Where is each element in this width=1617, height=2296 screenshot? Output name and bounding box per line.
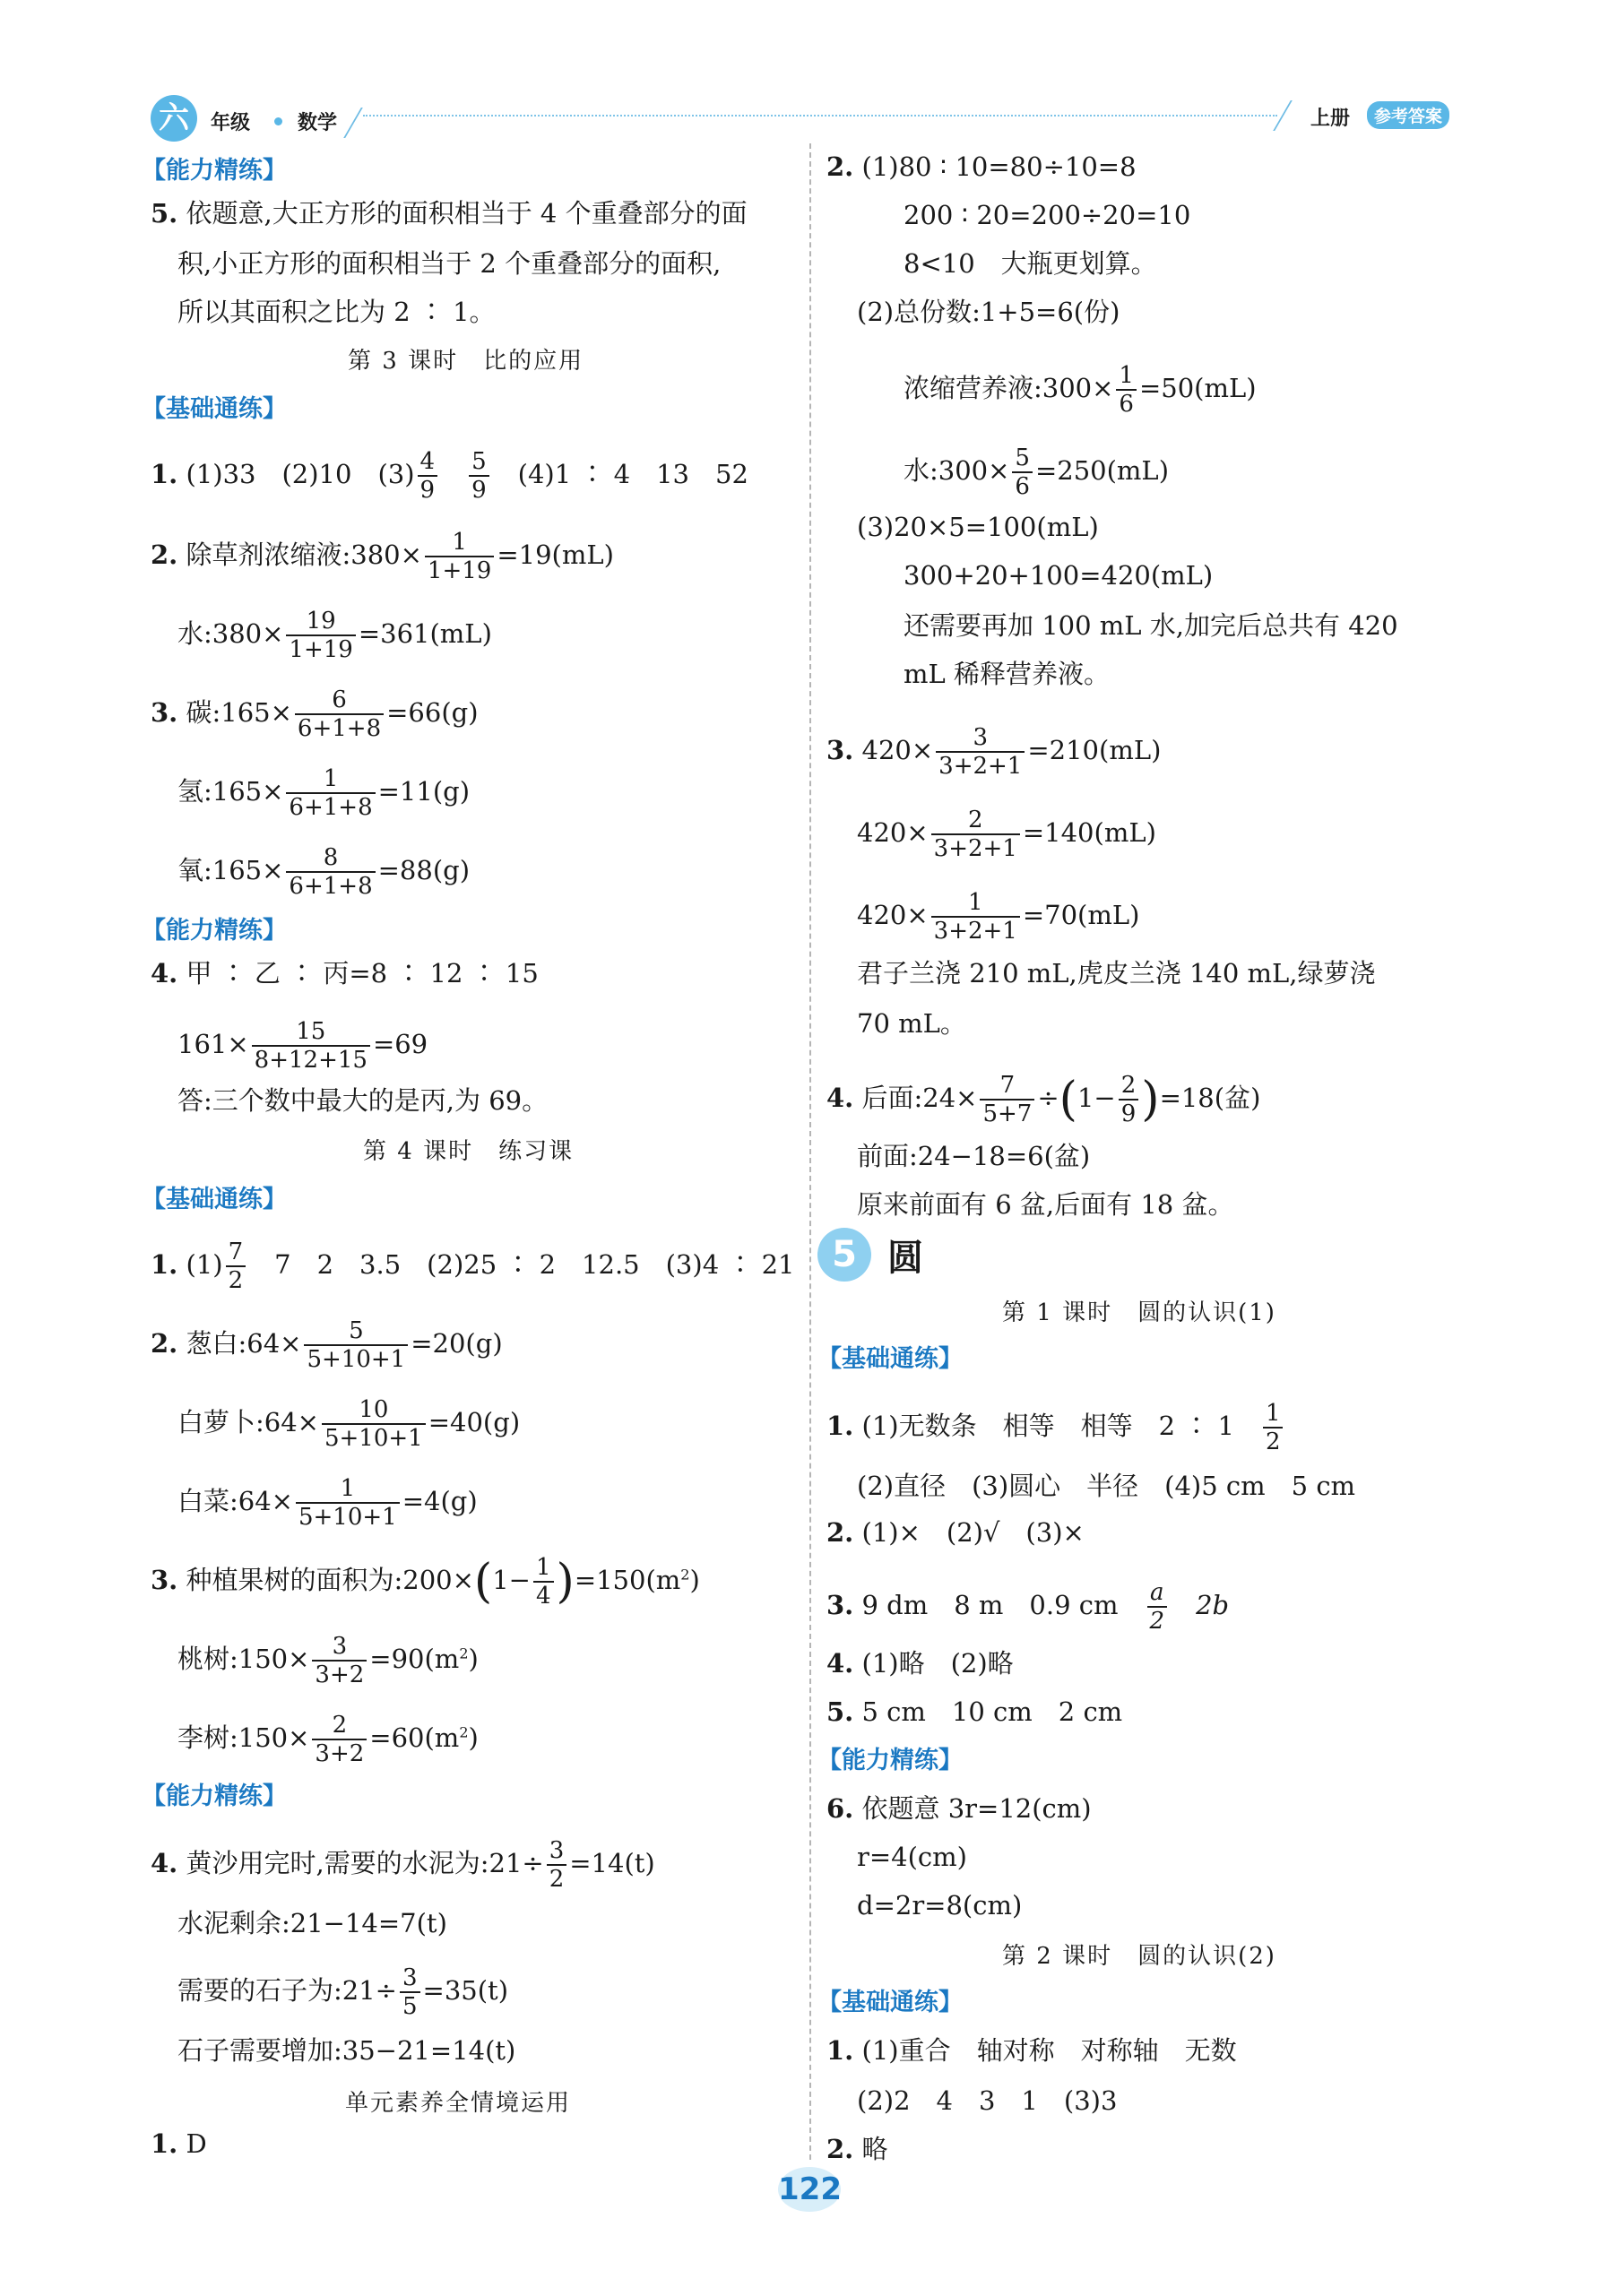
answer-line: 氢:165× $\frac{1}{6+1+8}$ =11(g)	[177, 765, 471, 821]
section-heading: 【基础通练】	[142, 1186, 287, 1213]
lesson-title: 第 4 课时 练习课	[363, 1138, 575, 1165]
answer-line: 白萝卜:64× $\frac{10}{5+10+1}$ =40(g)	[177, 1396, 521, 1452]
answer-line: 4. (1)略 (2)略	[826, 1648, 1014, 1679]
answer-line: 2. 葱白:64× $\frac{5}{5+10+1}$ =20(g)	[151, 1317, 503, 1373]
header-rule	[363, 115, 1277, 117]
answer-line: 1. (1) $\frac{7}{2}$ 7 2 3.5 (2)25 ∶ 2 12.5 (3)4 ∶ 21	[151, 1239, 795, 1294]
answer-line: 4. 后面:24× $\frac{7}{5+7}$ ÷(1− $\frac{2}{9}$ )=18(盆)	[826, 1072, 1261, 1127]
answer-line: 3. 9 dm 8 m 0.9 cm $\frac{a}{2}$ 2b	[826, 1579, 1230, 1635]
answer-line: 5. 依题意,大正方形的面积相当于 4 个重叠部分的面	[151, 198, 748, 229]
section-heading: 【基础通练】	[817, 1345, 963, 1373]
grade-badge: 六	[151, 95, 197, 142]
answer-line: 420× $\frac{2}{3+2+1}$ =140(mL)	[857, 807, 1156, 862]
answer-line: 4. 甲 ∶ 乙 ∶ 丙=8 ∶ 12 ∶ 15	[151, 958, 539, 988]
answer-line: 6. 依题意 3r=12(cm)	[826, 1793, 1092, 1824]
answer-line: (2)2 4 3 1 (3)3	[857, 2085, 1118, 2116]
answer-line: 2. 除草剂浓缩液:380× $\frac{1}{1+19}$ =19(mL)	[151, 529, 614, 584]
answer-line: 石子需要增加:35−21=14(t)	[177, 2035, 516, 2066]
answer-line: 积,小正方形的面积相当于 2 个重叠部分的面积,	[177, 248, 722, 279]
page-number: 122	[778, 2167, 841, 2212]
answer-line: (2)总份数:1+5=6(份)	[857, 297, 1120, 327]
answer-line: 2. (1)80 ∶ 10=80÷10=8	[826, 151, 1137, 182]
header-grade: 年级	[211, 112, 251, 134]
answer-line: 5. 5 cm 10 cm 2 cm	[826, 1696, 1123, 1727]
answer-line: r=4(cm)	[857, 1842, 967, 1872]
section-heading: 【基础通练】	[142, 395, 287, 423]
answer-line: (2)直径 (3)圆心 半径 (4)5 cm 5 cm	[857, 1471, 1356, 1501]
answer-line: 70 mL。	[857, 1008, 966, 1039]
answer-line: 水泥剩余:21−14=7(t)	[177, 1908, 447, 1938]
answer-line: 4. 黄沙用完时,需要的水泥为:21÷ $\frac{3}{2}$ =14(t)	[151, 1837, 655, 1893]
answer-line: 桃树:150× $\frac{3}{3+2}$ $=90(m^2)$	[177, 1633, 479, 1688]
answer-line: 3. 种植果树的面积为:200×(1− $\frac{1}{4}$ )$=150(m^2)$	[151, 1554, 700, 1610]
answer-line: 原来前面有 6 盆,后面有 18 盆。	[857, 1189, 1234, 1220]
answer-line: 8<10 大瓶更划算。	[904, 248, 1157, 279]
answer-line: 需要的石子为:21÷ $\frac{3}{5}$ =35(t)	[177, 1964, 509, 2020]
answer-line: 李树:150× $\frac{2}{3+2}$ $=60(m^2)$	[177, 1712, 479, 1767]
answer-line: 420× $\frac{1}{3+2+1}$ =70(mL)	[857, 889, 1140, 945]
answer-line: 200 ∶ 20=200÷20=10	[904, 200, 1191, 230]
header-dot	[274, 117, 282, 125]
answer-line: 前面:24−18=6(盆)	[857, 1141, 1091, 1171]
answer-line: d=2r=8(cm)	[857, 1890, 1023, 1921]
answer-line: 1. (1)无数条 相等 相等 2 ∶ 1 $\frac{1}{2}$	[826, 1400, 1285, 1455]
answer-line: 1. (1)33 (2)10 (3) $\frac{4}{9}$ $\frac{5}{9}$ (4)1 ∶ 4 13 52	[151, 448, 748, 504]
section-heading: 【能力精练】	[142, 157, 287, 185]
answer-line: 君子兰浇 210 mL,虎皮兰浇 140 mL,绿萝浇	[857, 958, 1376, 988]
answer-line: 白菜:64× $\frac{1}{5+10+1}$ =4(g)	[177, 1475, 478, 1531]
section-heading: 【基础通练】	[817, 1989, 963, 2016]
answer-line: 1. D	[151, 2128, 207, 2159]
section-heading: 【能力精练】	[142, 917, 287, 945]
column-divider	[809, 143, 811, 2160]
answer-line: mL 稀释营养液。	[904, 659, 1110, 689]
lesson-title: 第 1 课时 圆的认识(1)	[1002, 1299, 1276, 1326]
lesson-title: 第 3 课时 比的应用	[348, 348, 584, 375]
unit-title: 圆	[887, 1237, 923, 1279]
answer-line: 还需要再加 100 mL 水,加完后总共有 420	[904, 610, 1398, 641]
answer-line: 1. (1)重合 轴对称 对称轴 无数	[826, 2035, 1237, 2066]
section-heading: 【能力精练】	[142, 1782, 287, 1810]
answer-line: 3. 碳:165× $\frac{6}{6+1+8}$ =66(g)	[151, 686, 479, 742]
answer-line: 300+20+100=420(mL)	[904, 560, 1214, 591]
answer-line: 2. (1)× (2)√ (3)×	[826, 1517, 1085, 1548]
answer-line: 161× $\frac{15}{8+12+15}$ =69	[177, 1018, 428, 1074]
answer-line: (3)20×5=100(mL)	[857, 512, 1099, 542]
lesson-title: 第 2 课时 圆的认识(2)	[1002, 1943, 1276, 1970]
section-heading: 【能力精练】	[817, 1747, 963, 1774]
unit-number-badge: 5	[817, 1228, 871, 1282]
answer-line: 答:三个数中最大的是丙,为 69。	[177, 1085, 549, 1116]
answer-line: 3. 420× $\frac{3}{3+2+1}$ =210(mL)	[826, 724, 1162, 780]
answer-line: 水:300× $\frac{5}{6}$ =250(mL)	[904, 445, 1170, 500]
answer-line: 2. 略	[826, 2134, 888, 2164]
header-answer-tag: 参考答案	[1367, 101, 1449, 129]
header-volume: 上册	[1310, 108, 1351, 130]
header-slash-left	[343, 108, 363, 138]
answer-line: 水:380× $\frac{19}{1+19}$ =361(mL)	[177, 608, 492, 663]
answer-line: 所以其面积之比为 2 ∶ 1。	[177, 297, 496, 327]
answer-line: 浓缩营养液:300× $\frac{1}{6}$ =50(mL)	[904, 362, 1257, 418]
lesson-title: 单元素养全情境运用	[345, 2090, 572, 2117]
header-subject: 数学	[298, 112, 338, 134]
answer-line: 氧:165× $\frac{8}{6+1+8}$ =88(g)	[177, 844, 471, 900]
